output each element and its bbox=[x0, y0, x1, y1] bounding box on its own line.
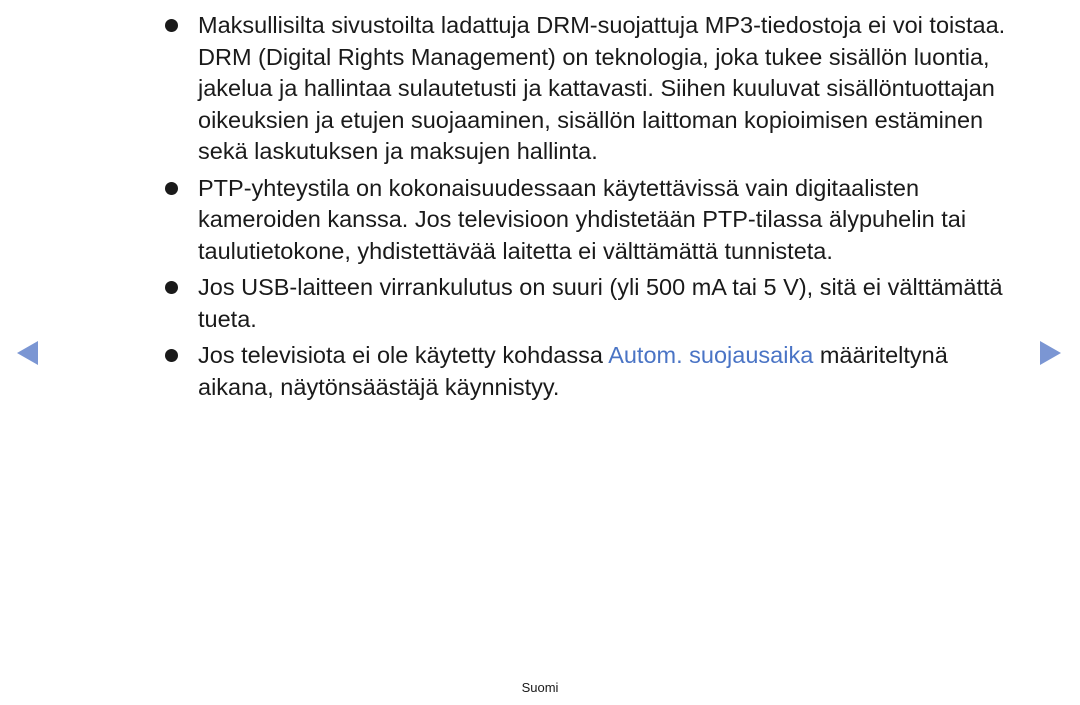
setting-link-autom-suojausaika[interactable]: Autom. suojausaika bbox=[608, 342, 814, 368]
bullet-dot-icon bbox=[165, 19, 178, 32]
bullet-item-drm bbox=[160, 10, 1030, 168]
footer-language: Suomi bbox=[521, 680, 559, 695]
bullet-list bbox=[160, 10, 1030, 403]
bullet-dot-icon bbox=[165, 281, 178, 294]
previous-page-arrow-icon[interactable] bbox=[17, 341, 38, 365]
bullet-text: Jos USB-laitteen virrankulutus on suuri (yli 500 mA tai 5 V), sitä ei välttämättä tueta. bbox=[198, 274, 1003, 332]
bullet-dot-icon bbox=[165, 182, 178, 195]
bullet-text-after: määriteltynä aikana, näytönsäästäjä käynnistyy. bbox=[198, 342, 948, 400]
bullet-text-before: Jos televisiota ei ole käytetty kohdassa bbox=[198, 342, 603, 368]
bullet-item-usb-power bbox=[160, 272, 1030, 335]
bullet-text: Maksullisilta sivustoilta ladattuja DRM-suojattuja MP3-tiedostoja ei voi toistaa. DRM (Digital Rights Management) on teknologia, joka tukee sisällön luontia, jakelua ja hallintaa sulautetusti ja kattavasti. Siihen kuuluvat sisällöntuottajan oikeuksien ja etujen suojaaminen, sisällön laittoman kopioimisen estäminen sekä laskutuksen ja maksujen hallinta. bbox=[198, 12, 1006, 164]
bullet-item-screensaver bbox=[160, 340, 1030, 403]
next-page-arrow-icon[interactable] bbox=[1040, 341, 1061, 365]
bullet-dot-icon bbox=[165, 349, 178, 362]
bullet-text: PTP-yhteystila on kokonaisuudessaan käytettävissä vain digitaalisten kameroiden kanssa. Jos televisioon yhdistetään PTP-tilassa älypuhelin tai taulutietokone, yhdistettävää laitetta ei välttämättä tunnisteta. bbox=[198, 174, 967, 264]
page-content bbox=[160, 10, 1030, 408]
bullet-item-ptp bbox=[160, 173, 1030, 268]
